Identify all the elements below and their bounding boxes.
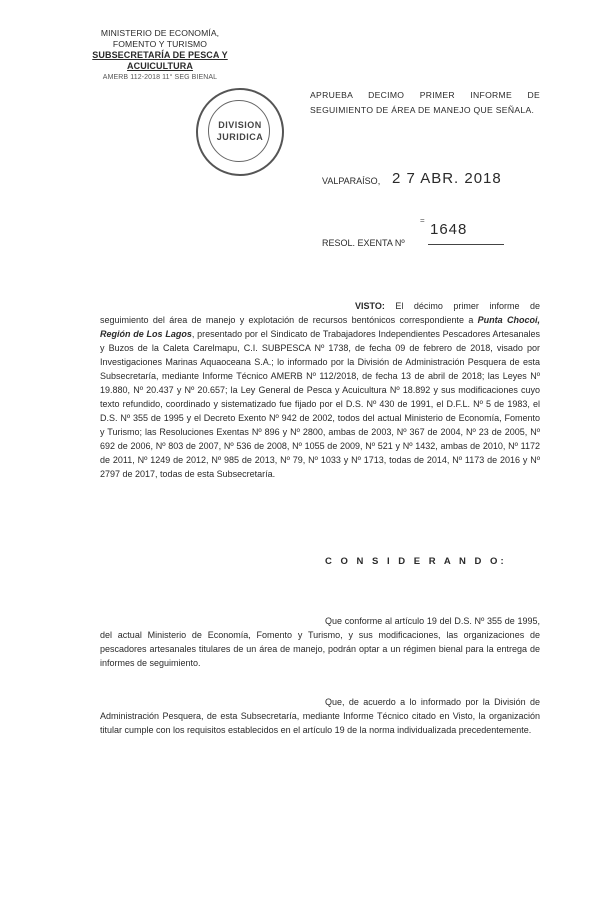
ministry-line-2: FOMENTO Y TURISMO xyxy=(112,39,208,49)
reference-code: AMERB 112-2018 11° SEG BIENAL xyxy=(102,74,218,81)
subsecretary-line: SUBSECRETARÍA DE PESCA Y ACUICULTURA xyxy=(92,50,228,71)
stamp-text-2: JURIDICA xyxy=(216,132,264,142)
visto-text-2: , presentado por el Sindicato de Trabajadores Independientes Pescadores Artesanales y Buzos de la Caleta Carelmapu, C.I. SUBPESCA Nº 1738, de fecha 09 de febrero de 2018, visado por Investigaciones Marinas Aquaoceana S.A.; lo informado por la División de Administración Pesquera de esta Subsecretaría, mediante Informe Técnico AMERB Nº 112/2018, de fecha 13 de abril de 2018; las Leyes Nº 19.880, Nº 20.437 y Nº 20.657; la Ley General de Pesca y Acuicultura Nº 18.892 y sus modificaciones cuyo texto refundido, coordinado y sistematizado fue fijado por el D.S. Nº 430 de 1991, el D.F.L. Nº 5 de 1983, el D.S. Nº 355 de 1995 y el Decreto Exento Nº 942 de 2002, todos del actual Ministerio de Economía, Fomento y Turismo; las Resoluciones Exentas Nº 896 y Nº 2800, ambas de 2003, Nº 367 de 2004, Nº 23 de 2005, Nº 692 de 2006, Nº 803 de 2007, Nº 536 de 2008, Nº 1055 de 2009, Nº 521 y Nº 1432, ambas de 2010, Nº 1172 de 2011, Nº 1249 de 2012, Nº 985 de 2013, Nº 79, Nº 1033 y Nº 1713, todas de 2014, Nº 1173 de 2016 y Nº 2797 de 2017, todas de esta Subsecretaría. xyxy=(100,329,540,479)
visto-text-1: El décimo primer informe de seguimiento del área de manejo y explotación de recursos bentónicos correspondiente a xyxy=(100,301,540,325)
resolution-number: 1648 xyxy=(430,221,468,238)
document-title: APRUEBA DECIMO PRIMER INFORME DE SEGUIMIENTO DE ÁREA DE MANEJO QUE SEÑALA. xyxy=(310,90,540,115)
official-stamp xyxy=(196,88,284,176)
resolution-underline xyxy=(428,244,504,245)
stamp-inner-ring xyxy=(208,100,270,162)
ministry-line: MINISTERIO DE ECONOMÍA, xyxy=(100,28,220,38)
considerando-paragraph-1: Que conforme al artículo 19 del D.S. Nº 355 de 1995, del actual Ministerio de Economía, Fomento y Turismo, y sus modificaciones, las organizaciones de pescadores artesanales titulares de un área de manejo, podrán optar a un régimen bienal para la entrega de informes de seguimiento. xyxy=(100,616,540,668)
visto-paragraph xyxy=(100,299,540,481)
date-label: VALPARAÍSO, xyxy=(322,176,381,186)
considerando-paragraph-2: Que, de acuerdo a lo informado por la División de Administración Pesquera, de esta Subsecretaría, mediante Informe Técnico citado en Visto, la organización titular cumple con los requisitos establecidos en el artículo 19 de la norma individualizada precedentemente. xyxy=(100,697,540,735)
visto-label: VISTO: xyxy=(355,301,385,311)
handwritten-mark: = xyxy=(420,216,425,225)
letterhead xyxy=(60,28,260,83)
considerando-heading: C O N S I D E R A N D O: xyxy=(325,556,507,567)
visto-place: Punta Chocoi, Región de Los Lagos xyxy=(100,315,540,339)
resolution-label: RESOL. EXENTA Nº xyxy=(322,238,405,248)
date-value: 2 7 ABR. 2018 xyxy=(392,170,502,187)
stamp-text-1: DIVISION xyxy=(218,120,262,130)
